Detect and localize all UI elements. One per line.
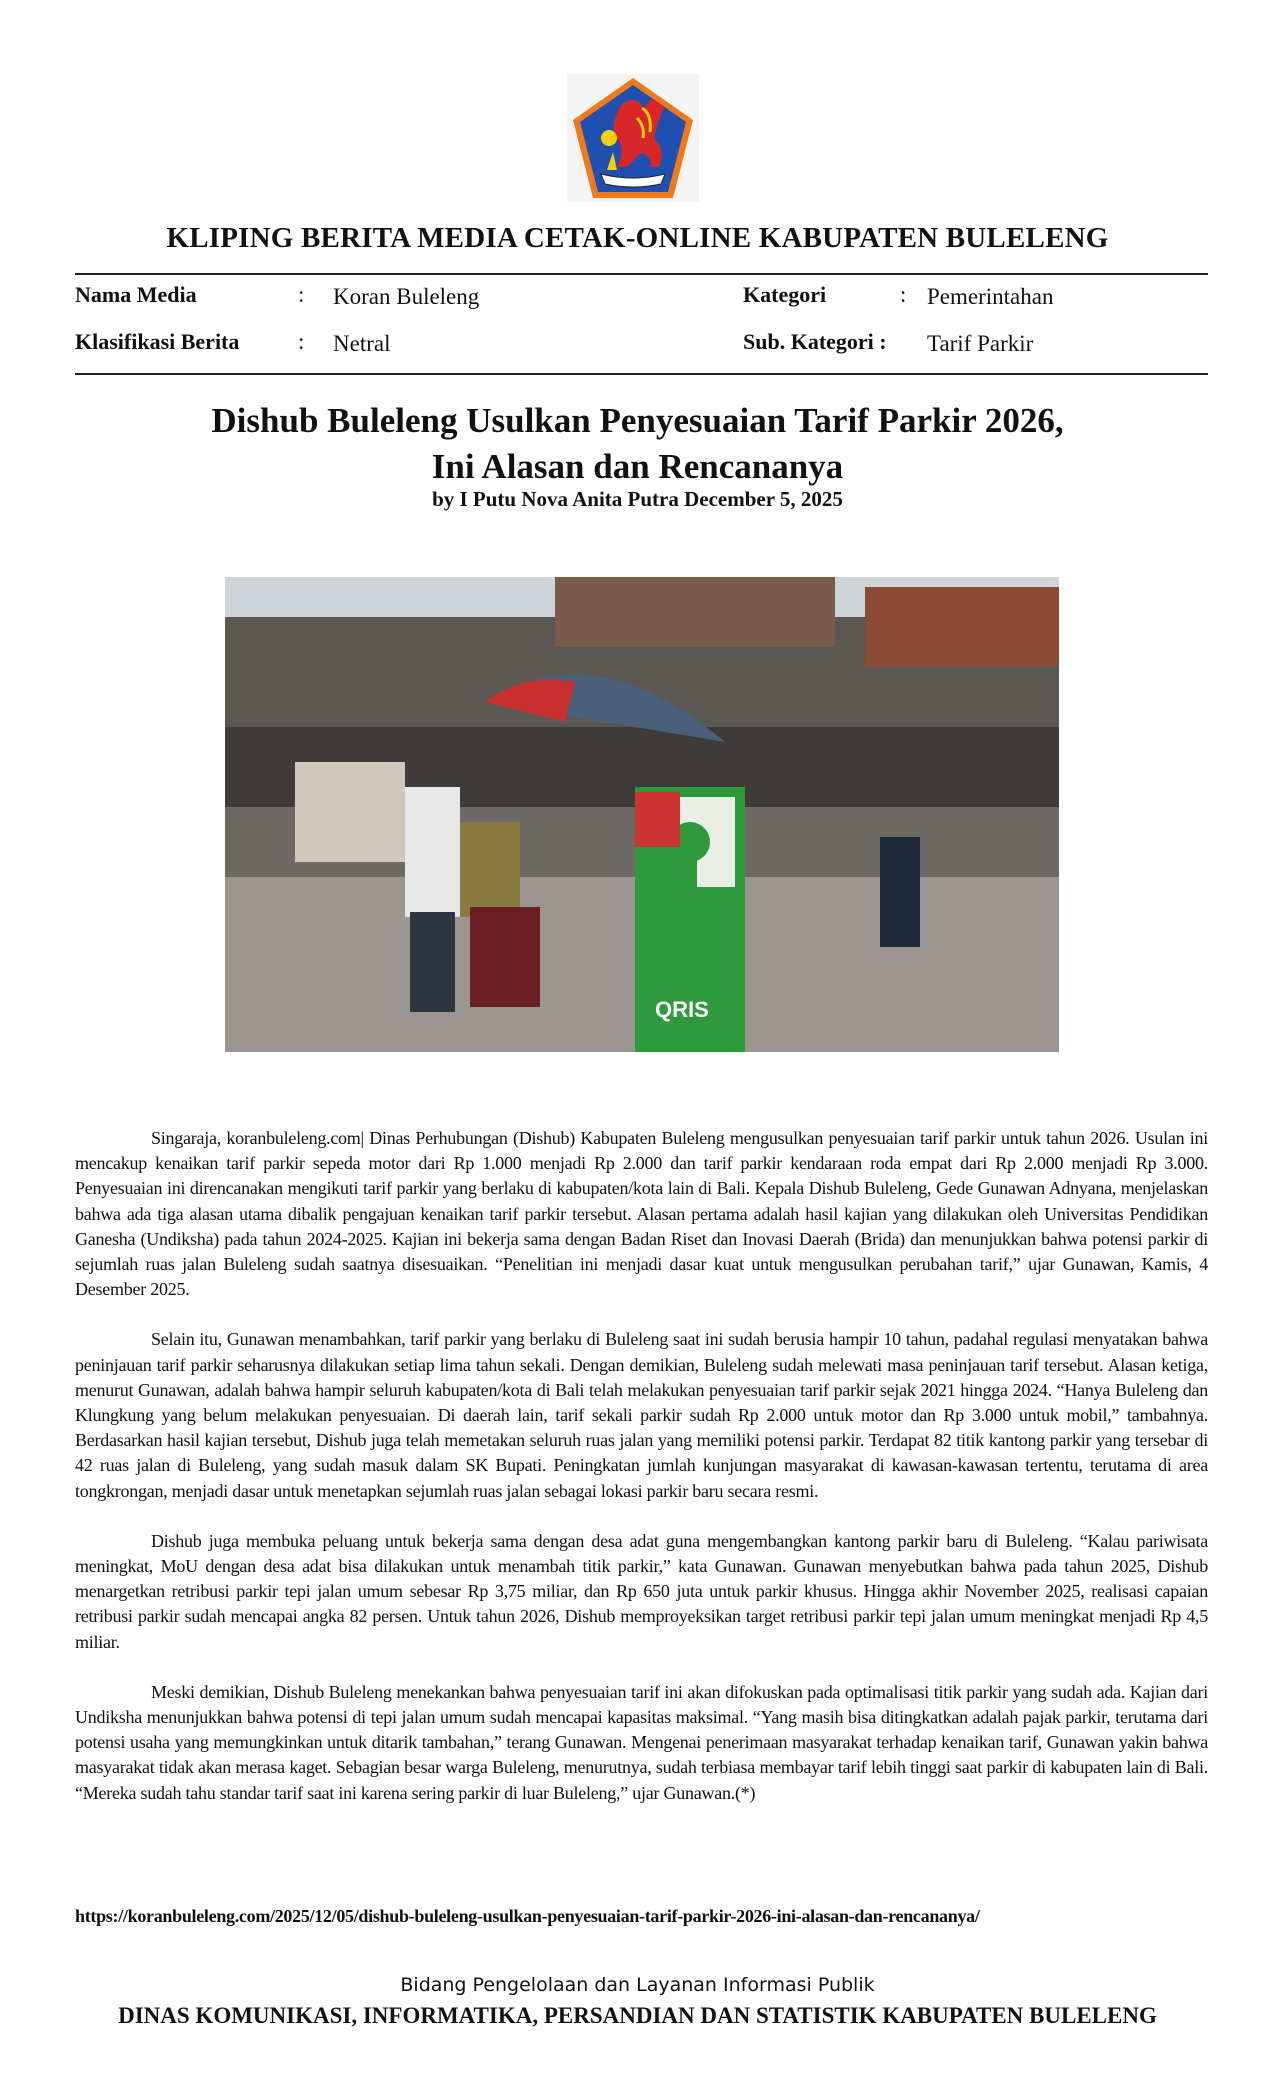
article-title [0,398,1275,490]
divider-bottom [75,373,1208,375]
article-byline: by I Putu Nova Anita Putra December 5, 2025 [432,487,843,511]
klasifikasi-label: Klasifikasi Berita [75,329,240,354]
divider-top [75,273,1208,275]
kategori-label: Kategori [743,282,827,307]
kiosk-qris-text: QRIS [655,997,709,1022]
colon: : [900,282,907,307]
source-url-link[interactable]: https://koranbuleleng.com/2025/12/05/dishub-buleleng-usulkan-penyesuaian-tarif-parkir-2026-ini-alasan-dan-rencananya/ [75,1906,980,1926]
kabupaten-buleleng-logo [567,74,699,202]
nama-media-label: Nama Media [75,282,197,307]
klasifikasi-value: Netral [333,331,391,356]
article-body [75,1126,1208,1831]
document-heading: KLIPING BERITA MEDIA CETAK-ONLINE KABUPATEN BULELENG [166,222,1109,254]
paragraph: Dishub juga membuka peluang untuk bekerja sama dengan desa adat guna mengembangkan kantong parkir baru di Buleleng. “Kalau pariwisata meningkat, MoU dengan desa adat bisa dilakukan untuk menambah titik parkir,” kata Gunawan. Gunawan menyebutkan bahwa pada tahun 2025, Dishub menargetkan retribusi parkir tepi jalan umum sebesar Rp 3,75 miliar, dan Rp 650 juta untuk parkir khusus. Hingga akhir November 2025, realisasi capaian retribusi parkir sudah mencapai angka 82 persen. Untuk tahun 2026, Dishub memproyeksikan target retribusi parkir tepi jalan umum meningkat menjadi Rp 4,5 miliar. [75,1530,1208,1652]
kategori-value: Pemerintahan [927,284,1054,309]
article-photo [225,577,1059,1052]
footer-agency: DINAS KOMUNIKASI, INFORMATIKA, PERSANDIAN DAN STATISTIK KABUPATEN BULELENG [118,2003,1157,2028]
nama-media-value: Koran Buleleng [333,284,480,309]
title-line-2: Ini Alasan dan Rencananya [431,447,844,486]
sub-kategori-label: Sub. Kategori : [743,329,887,354]
paragraph: Selain itu, Gunawan menambahkan, tarif parkir yang berlaku di Buleleng saat ini sudah berusia hampir 10 tahun, padahal regulasi menyatakan bahwa peninjauan tarif parkir seharusnya dilakukan setiap lima tahun sekali. Dengan demikian, Buleleng sudah melewati masa peninjauan tarif tersebut. Alasan ketiga, menurut Gunawan, adalah bahwa hampir seluruh kabupaten/kota di Bali telah melakukan penyesuaian tarif parkir sejak 2021 hingga 2024. “Hanya Buleleng dan Klungkung yang belum melakukan penyesuaian. Di daerah lain, tarif sekali parkir sudah Rp 2.000 untuk motor dan Rp 3.000 untuk mobil,” tambahnya. Berdasarkan hasil kajian tersebut, Dishub juga telah memetakan seluruh ruas jalan yang memiliki potensi parkir. Terdapat 82 titik kantong parkir yang tersebar di 42 ruas jalan di Buleleng, yang sudah masuk dalam SK Bupati. Peningkatan jumlah kunjungan masyarakat di kawasan-kawasan tertentu, terutama di area tongkrongan, menjadi dasar untuk menetapkan sejumlah ruas jalan sebagai lokasi parkir baru secara resmi. [75,1329,1208,1501]
footer-division: Bidang Pengelolaan dan Layanan Informasi Publik [400,1974,875,1996]
colon: : [298,282,305,307]
colon: : [298,329,305,354]
title-line-1: Dishub Buleleng Usulkan Penyesuaian Tarif Parkir 2026, [211,401,1064,440]
sub-kategori-value: Tarif Parkir [927,331,1034,356]
paragraph: Meski demikian, Dishub Buleleng menekankan bahwa penyesuaian tarif ini akan difokuskan pada optimalisasi titik parkir yang sudah ada. Kajian dari Undiksha menunjukkan bahwa potensi di tepi jalan umum sudah mencapai kapasitas maksimal. “Yang masih bisa ditingkatkan adalah pajak parkir, terutama dari potensi usaha yang memungkinkan untuk ditarik tambahan,” terang Gunawan. Mengenai penerimaan masyarakat terhadap kenaikan tarif, Gunawan yakin bahwa masyarakat tidak akan merasa kaget. Sebagian besar warga Buleleng, menurutnya, sudah terbiasa membayar tarif lebih tinggi saat parkir di kabupaten lain di Bali. “Mereka sudah tahu standar tarif saat ini karena sering parkir di luar Buleleng,” ujar Gunawan.(*) [75,1681,1208,1803]
paragraph: Singaraja, koranbuleleng.com| Dinas Perhubungan (Dishub) Kabupaten Buleleng mengusulkan penyesuaian tarif parkir untuk tahun 2026. Usulan ini mencakup kenaikan tarif parkir sepeda motor dari Rp 1.000 menjadi Rp 2.000 dan tarif parkir kendaraan roda empat dari Rp 2.000 menjadi Rp 3.000. Penyesuaian ini direncanakan mengikuti tarif parkir yang berlaku di kabupaten/kota lain di Bali. Kepala Dishub Buleleng, Gede Gunawan Adnyana, menjelaskan bahwa ada tiga alasan utama dibalik pengajuan kenaikan tarif parkir tersebut. Alasan pertama adalah hasil kajian yang dilakukan oleh Universitas Pendidikan Ganesha (Undiksha) pada tahun 2024-2025. Kajian ini bekerja sama dengan Badan Riset dan Inovasi Daerah (Brida) dan menunjukkan bahwa potensi parkir di sejumlah ruas jalan Buleleng sudah saatnya disesuaikan. “Penelitian ini menjadi dasar kuat untuk mengusulkan perubahan tarif,” ujar Gunawan, Kamis, 4 Desember 2025. [75,1128,1208,1300]
